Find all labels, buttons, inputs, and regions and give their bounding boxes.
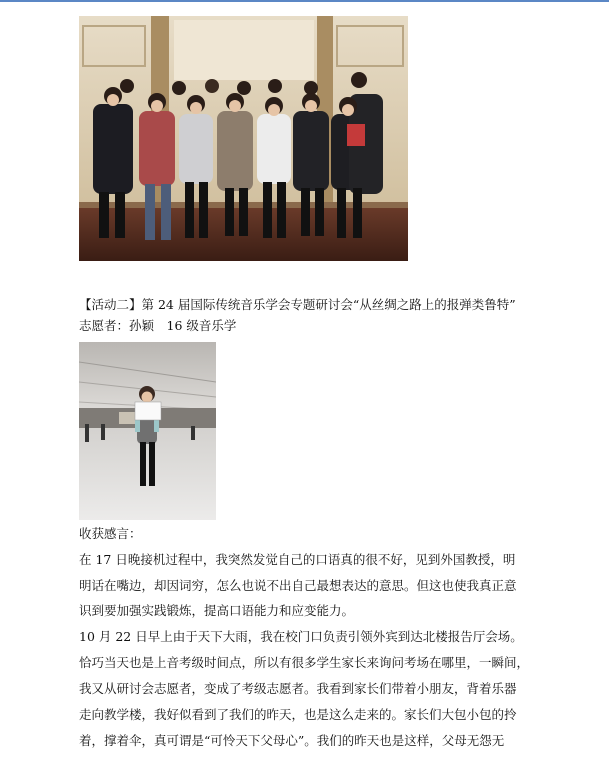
reflection-label: 收获感言： [79, 526, 142, 541]
activity-heading: 【活动二】第 24 届国际传统音乐学会专题研讨会“从丝绸之路上的报弹类鲁特” [79, 297, 516, 312]
paragraph-line: 我又从研讨会志愿者，变成了考级志愿者。我看到家长们带着小朋友，背着乐器 [79, 681, 517, 696]
volunteer-line: 志愿者：孙颖 16 级音乐学 [79, 318, 237, 333]
paragraph-line: 识到要加强实践锻炼，提高口语能力和应变能力。 [79, 603, 355, 618]
page-top-border [0, 0, 609, 2]
group-photo [79, 16, 408, 261]
paragraph-line: 走向教学楼，我好似看到了我们的昨天，也是这么走来的。家长们大包小包的拎 [79, 707, 517, 722]
paragraph-line: 着，撑着伞，真可谓是“可怜天下父母心”。我们的昨天也是这样，父母无怨无 [79, 733, 505, 748]
paragraph-line: 恰巧当天也是上音考级时间点，所以有很多学生家长来询问考场在哪里，一瞬间， [79, 655, 529, 670]
paragraph-line: 在 17 日晚接机过程中，我突然发觉自己的口语真的很不好，见到外国教授，明 [79, 552, 516, 567]
volunteer-photo [79, 342, 216, 520]
paragraph-line: 明话在嘴边，却因词穷，怎么也说不出自己最想表达的意思。但这也使我真正意 [79, 578, 517, 593]
paragraph-line: 10 月 22 日早上由于天下大雨，我在校门口负责引领外宾到达北楼报告厅会场。 [79, 629, 523, 644]
